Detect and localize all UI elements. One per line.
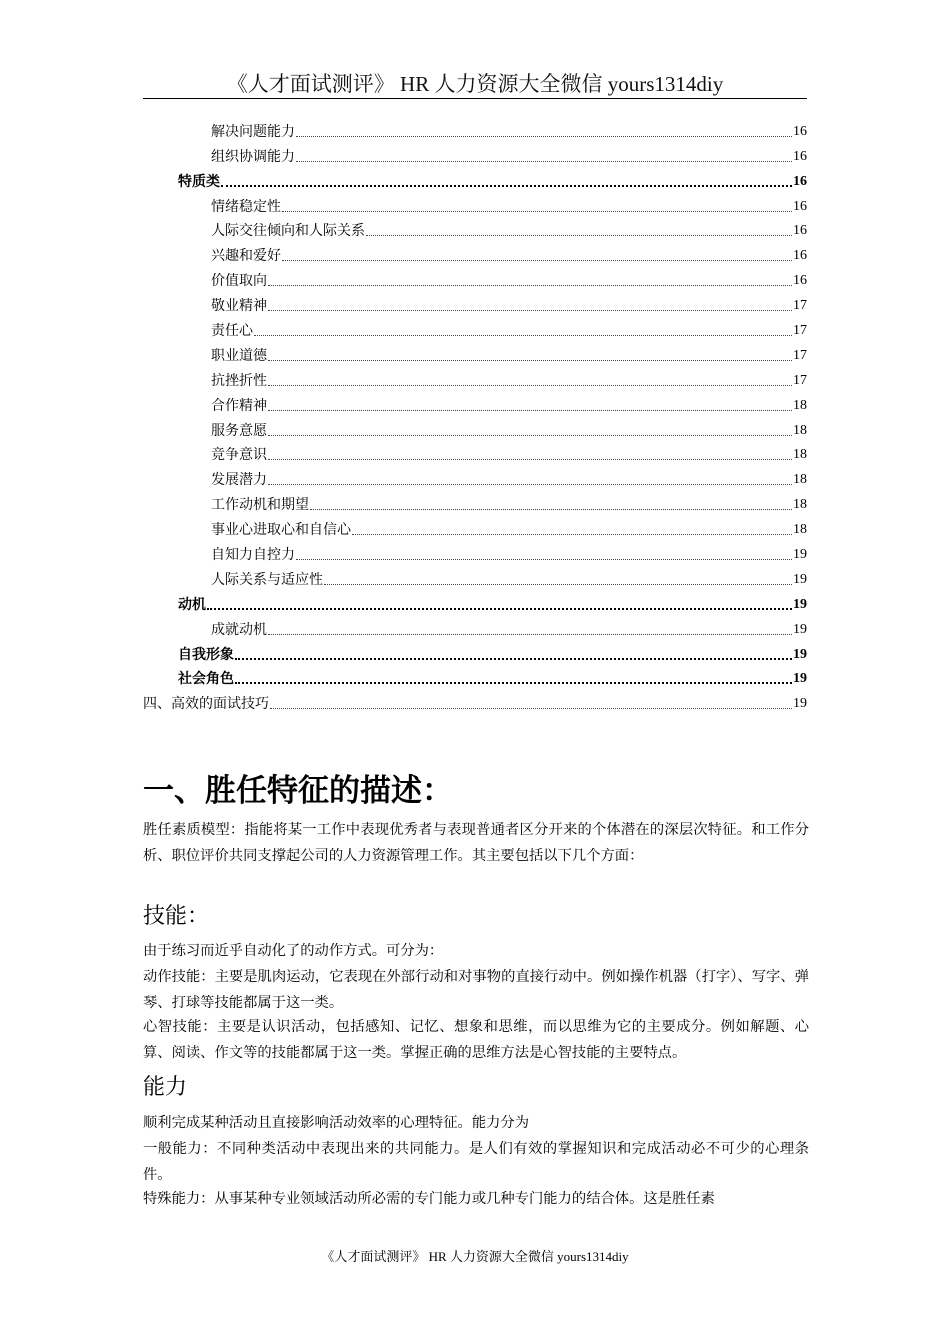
toc-entry-label: 特质类 xyxy=(178,173,220,190)
toc-entry[interactable] xyxy=(143,141,807,166)
skills-paragraph-1: 由于练习而近乎自动化了的动作方式。可分为： xyxy=(143,943,444,959)
toc-entry-page-number: 16 xyxy=(793,273,807,289)
toc-entry-page-number: 19 xyxy=(793,547,807,563)
toc-entry-label: 事业心进取心和自信心 xyxy=(211,522,351,539)
toc-entry-label: 服务意愿 xyxy=(211,422,267,439)
toc-entry-label: 敬业精神 xyxy=(211,298,267,315)
toc-entry-label: 解决问题能力 xyxy=(211,123,295,140)
toc-dot-leader xyxy=(282,260,792,261)
toc-entry-page-number: 18 xyxy=(793,522,807,538)
ability-heading: 能力 xyxy=(143,1075,188,1100)
toc-entry-label: 兴趣和爱好 xyxy=(211,248,281,265)
toc-entry-page-number: 16 xyxy=(793,248,807,264)
toc-entry[interactable] xyxy=(143,265,807,290)
toc-entry[interactable] xyxy=(143,639,807,664)
toc-entry-page-number: 17 xyxy=(793,372,807,388)
toc-dot-leader xyxy=(268,385,792,386)
toc-dot-leader xyxy=(366,235,792,236)
toc-dot-leader xyxy=(352,534,792,535)
toc-entry[interactable] xyxy=(143,614,807,639)
toc-entry-label: 合作精神 xyxy=(211,397,267,414)
toc-entry-label: 竞争意识 xyxy=(211,447,267,464)
toc-entry-page-number: 18 xyxy=(793,422,807,438)
toc-entry[interactable] xyxy=(143,688,807,713)
toc-entry[interactable] xyxy=(143,564,807,589)
toc-entry[interactable] xyxy=(143,514,807,539)
toc-entry[interactable] xyxy=(143,464,807,489)
toc-entry-page-number: 18 xyxy=(793,397,807,413)
toc-entry-page-number: 17 xyxy=(793,323,807,339)
toc-entry[interactable] xyxy=(143,440,807,465)
toc-dot-leader xyxy=(268,435,792,436)
toc-entry-label: 动机 xyxy=(178,596,206,613)
toc-entry[interactable] xyxy=(143,216,807,241)
section-heading: 一、胜任特征的描述： xyxy=(143,773,453,809)
toc-entry[interactable] xyxy=(143,340,807,365)
toc-entry[interactable] xyxy=(143,240,807,265)
toc-entry-page-number: 16 xyxy=(793,123,807,139)
toc-entry-label: 人际交往倾向和人际关系 xyxy=(211,223,365,240)
table-of-contents xyxy=(143,116,807,713)
toc-entry-page-number: 19 xyxy=(793,621,807,637)
toc-entry-page-number: 16 xyxy=(793,173,807,189)
toc-dot-leader xyxy=(296,161,792,162)
toc-dot-leader xyxy=(324,584,792,585)
toc-entry-page-number: 19 xyxy=(793,696,807,712)
toc-entry-label: 发展潜力 xyxy=(211,472,267,489)
toc-dot-leader xyxy=(268,484,792,485)
toc-dot-leader xyxy=(296,136,792,137)
ability-paragraph-1: 顺利完成某种活动且直接影响活动效率的心理特征。能力分为 xyxy=(143,1115,530,1131)
toc-entry-label: 组织协调能力 xyxy=(211,148,295,165)
toc-dot-leader xyxy=(310,509,792,510)
header-divider xyxy=(143,98,807,99)
toc-dot-leader xyxy=(268,459,792,460)
skills-paragraph-2: 动作技能：主要是肌肉运动，它表现在外部行动和对事物的直接行动中。例如操作机器（打字）、写字、弹琴、打球等技能都属于这一类。 xyxy=(143,969,809,1011)
skills-paragraph-3: 心智技能：主要是认识活动，包括感知、记忆、想象和思维，而以思维为它的主要成分。例如解题、心算、阅读、作文等的技能都属于这一类。掌握正确的思维方法是心智技能的主要特点。 xyxy=(143,1019,809,1061)
toc-dot-leader xyxy=(221,185,792,187)
toc-entry[interactable] xyxy=(143,489,807,514)
toc-dot-leader xyxy=(235,682,792,684)
toc-entry[interactable] xyxy=(143,116,807,141)
toc-entry[interactable] xyxy=(143,290,807,315)
toc-dot-leader xyxy=(268,360,792,361)
toc-entry[interactable] xyxy=(143,415,807,440)
toc-dot-leader xyxy=(207,608,792,610)
toc-entry-label: 成就动机 xyxy=(211,621,267,638)
toc-entry-page-number: 19 xyxy=(793,571,807,587)
toc-entry-page-number: 18 xyxy=(793,497,807,513)
toc-entry-label: 职业道德 xyxy=(211,347,267,364)
page-footer: 《人才面试测评》 HR 人力资源大全微信 yours1314diy xyxy=(321,1249,629,1264)
toc-entry[interactable] xyxy=(143,365,807,390)
toc-entry-page-number: 17 xyxy=(793,298,807,314)
toc-dot-leader xyxy=(296,559,792,560)
toc-dot-leader xyxy=(270,708,792,709)
toc-entry[interactable] xyxy=(143,664,807,689)
toc-entry-label: 四、高效的面试技巧 xyxy=(143,696,269,713)
toc-dot-leader xyxy=(268,410,792,411)
toc-entry[interactable] xyxy=(143,166,807,191)
toc-entry-label: 价值取向 xyxy=(211,273,267,290)
toc-entry-page-number: 18 xyxy=(793,472,807,488)
toc-entry-page-number: 19 xyxy=(793,646,807,662)
toc-entry-page-number: 16 xyxy=(793,198,807,214)
toc-entry-label: 社会角色 xyxy=(178,671,234,688)
toc-entry-page-number: 16 xyxy=(793,223,807,239)
skills-heading: 技能： xyxy=(143,904,210,929)
toc-dot-leader xyxy=(282,211,792,212)
toc-entry-label: 人际关系与适应性 xyxy=(211,571,323,588)
toc-entry-page-number: 17 xyxy=(793,347,807,363)
toc-dot-leader xyxy=(268,310,792,311)
toc-entry-page-number: 18 xyxy=(793,447,807,463)
toc-dot-leader xyxy=(268,285,792,286)
toc-entry-page-number: 19 xyxy=(793,596,807,612)
toc-entry-label: 抗挫折性 xyxy=(211,372,267,389)
toc-entry[interactable] xyxy=(143,315,807,340)
toc-entry[interactable] xyxy=(143,191,807,216)
toc-dot-leader xyxy=(254,335,792,336)
ability-paragraph-3: 特殊能力：从事某种专业领域活动所必需的专门能力或几种专门能力的结合体。这是胜任素 xyxy=(143,1191,715,1207)
toc-entry-label: 自知力自控力 xyxy=(211,547,295,564)
toc-entry-label: 自我形象 xyxy=(178,646,234,663)
toc-entry[interactable] xyxy=(143,390,807,415)
toc-entry-page-number: 19 xyxy=(793,671,807,687)
page-header-title: 《人才面试测评》 HR 人力资源大全微信 yours1314diy xyxy=(226,72,724,96)
toc-dot-leader xyxy=(268,634,792,635)
toc-entry-label: 情绪稳定性 xyxy=(211,198,281,215)
toc-entry[interactable] xyxy=(143,539,807,564)
toc-entry-label: 工作动机和期望 xyxy=(211,497,309,514)
ability-paragraph-2: 一般能力：不同种类活动中表现出来的共同能力。是人们有效的掌握知识和完成活动必不可少的心理条件。 xyxy=(143,1141,809,1183)
toc-dot-leader xyxy=(235,658,792,660)
toc-entry-label: 责任心 xyxy=(211,323,253,340)
toc-entry[interactable] xyxy=(143,589,807,614)
toc-entry-page-number: 16 xyxy=(793,148,807,164)
section-intro-paragraph: 胜任素质模型：指能将某一工作中表现优秀者与表现普通者区分开来的个体潜在的深层次特征。和工作分析、职位评价共同支撑起公司的人力资源管理工作。其主要包括以下几个方面： xyxy=(143,822,809,864)
